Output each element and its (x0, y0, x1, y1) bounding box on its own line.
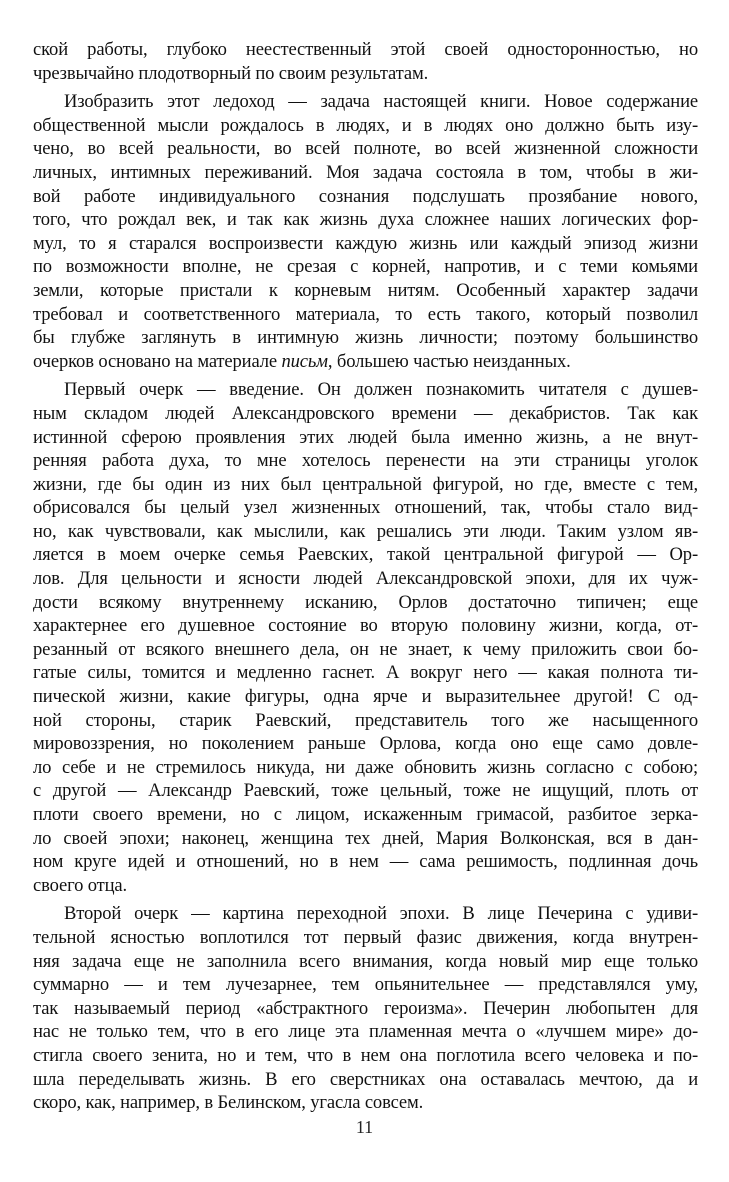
text-line: с другой — Александр Раевский, тоже цельный, тоже не ищущий, плоть от (33, 780, 698, 802)
text-line: нас не только тем, что в его лице эта пламенная мечта о «лучшем мире» до- (33, 1021, 698, 1043)
text-line: пической жизни, какие фигуры, одна ярче и выразительнее другой! С од- (33, 686, 698, 708)
paragraph (33, 902, 698, 1114)
text-line: Второй очерк — картина переходной эпохи. В лице Печерина с удиви- (64, 903, 698, 925)
text-line: личных, интимных переживаний. Моя задача состояла в том, чтобы в жи- (33, 161, 698, 183)
text-line: гатые силы, томится и медленно гаснет. А вокруг него — какая полнота ти- (33, 662, 698, 684)
text-line: скоро, как, например, в Белинском, угасла совсем. (33, 1092, 424, 1114)
text-line: няя задача еще не заполнила всего внимания, когда новый мир еще только (33, 950, 698, 972)
text-line: ской работы, глубоко неестественный этой своей односторонностью, но (33, 39, 698, 60)
text-line: Первый очерк — введение. Он должен познакомить читателя с душев- (64, 379, 698, 401)
text-line: Изобразить этот ледоход — задача настоящей книги. Новое содержание (64, 91, 698, 113)
text-line: бы глубже заглянуть в интимную жизнь личности; поэтому большинство (33, 327, 698, 349)
paragraph (33, 38, 698, 85)
paragraph (33, 90, 698, 373)
text-line: ляется в моем очерке семья Раевских, такой центральной фигурой — Ор- (33, 544, 698, 566)
text-line: своего отца. (33, 874, 128, 896)
text-line: требовал и соответственного материала, то есть такого, который позволил (33, 303, 698, 325)
text-line: резанный от всякого внешнего дела, он не знает, к чему приложить свои бо- (33, 638, 698, 660)
text-line: того, что рождал век, и так как жизнь духа сложнее наших логических фор- (33, 209, 698, 231)
text-line: лов. Для цельности и ясности людей Александровской эпохи, для их чуж- (33, 568, 698, 590)
text-line: стигла своего зенита, но и тем, что в нем она поглотила всего человека и по- (33, 1044, 698, 1066)
text-line: мировоззрения, но поколением раньше Орлова, когда оно еще само довле- (33, 733, 698, 755)
italic-word: письм (281, 350, 328, 372)
text-line: чено, во всей реальности, во всей полноте, во всей жизненной сложности (33, 138, 698, 160)
text-line: дости всякому внутреннему исканию, Орлов достаточно типичен; еще (33, 591, 698, 613)
text-line: ло себе и не стремилось никуда, ни даже обновить жизнь согласно с собою; (33, 756, 698, 778)
text-line: так называемый период «абстрактного героизма». Печерин любопытен для (33, 997, 698, 1019)
text-line: земли, которые пристали к корневым нитям. Особенный характер задачи (33, 279, 698, 301)
text-line: чрезвычайно плодотворный по своим результатам. (33, 62, 429, 84)
text-line: обрисовался бы целый узел жизненных отношений, так, чтобы стало вид- (33, 497, 698, 519)
text-line: суммарно — и тем лучезарнее, тем опьянительнее — представлялся уму, (33, 974, 698, 996)
text-line: по возможности вполне, не срезая с корней, напротив, и с теми комьями (33, 256, 698, 278)
text-line: жизни, где бы один из них был центральной фигурой, но где, вместе с тем, (33, 473, 698, 495)
page-number: 11 (355, 1117, 374, 1137)
text-line: ло своей эпохи; наконец, женщина тех дней, Мария Волконская, вся в дан- (33, 827, 698, 849)
text-line: тельной ясностью воплотился тот первый фазис движения, когда внутрен- (33, 926, 698, 948)
text-line: истинной сферою проявления этих людей была именно жизнь, а не внут- (33, 426, 698, 448)
text-line: очерков основано на материале письм, большею частью неизданных. (33, 350, 571, 372)
text-line: плоти своего времени, но с лицом, искаженным гримасой, разбитое зерка- (33, 804, 698, 825)
text-line: мул, то я старался воспроизвести каждую жизнь или каждый эпизод жизни (33, 232, 698, 254)
text-line: ной стороны, старик Раевский, представитель того же насыщенного (33, 709, 698, 731)
text-line: общественной мысли рождалось в людях, и в людях оно должно быть изу- (33, 114, 698, 136)
text-line: характернее его душевное состояние во вторую половину жизни, когда, от- (33, 615, 698, 637)
text-line: ном круге идей и отношений, но в нем — сама решимость, подлинная дочь (33, 851, 698, 873)
paragraph (33, 378, 698, 897)
text-line: но, как чувствовали, как мыслили, как решались эти люди. Таким узлом яв- (33, 520, 698, 542)
text-line: вой работе индивидуального сознания подслушать прозябание нового, (33, 185, 698, 207)
page-body (33, 38, 698, 1120)
text-line: ным складом людей Александровского времени — декабристов. Так как (33, 402, 698, 424)
text-line: ренняя работа духа, то мне хотелось перенести на эти страницы уголок (33, 450, 698, 472)
text-line: шла переделывать жизнь. В его сверстниках она оставалась мечтою, да и (33, 1068, 698, 1090)
